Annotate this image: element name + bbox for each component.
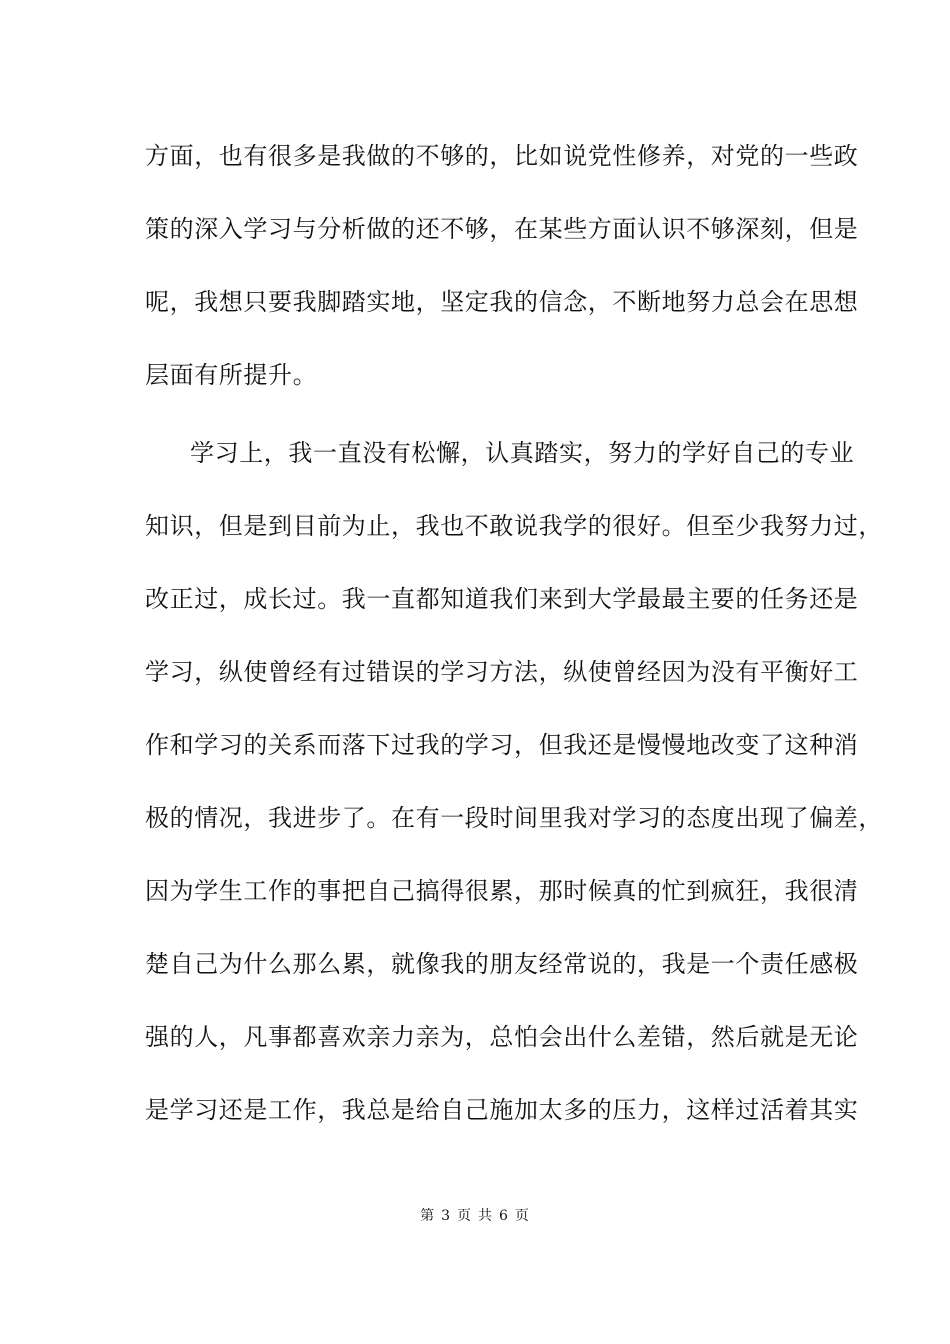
text-line: 因为学生工作的事把自己搞得很累，那时候真的忙到疯狂，我很清 xyxy=(145,877,859,905)
footer-page-word: 页 xyxy=(457,1208,472,1224)
text-line: 知识，但是到目前为止，我也不敢说我学的很好。但至少我努力过， xyxy=(145,512,883,540)
footer-suffix: 页 xyxy=(514,1208,530,1224)
text-line: 作和学习的关系而落下过我的学习，但我还是慢慢地改变了这种消 xyxy=(145,731,859,759)
footer-total-word: 共 xyxy=(478,1208,493,1224)
footer-total-pages: 6 xyxy=(499,1208,509,1224)
text-line: 层面有所提升。 xyxy=(145,361,318,389)
text-line: 楚自己为什么那么累，就像我的朋友经常说的，我是一个责任感极 xyxy=(145,950,859,978)
text-line: 是学习还是工作，我总是给自己施加太多的压力，这样过活着其实 xyxy=(145,1096,859,1124)
text-line: 学习，纵使曾经有过错误的学习方法，纵使曾经因为没有平衡好工 xyxy=(145,658,859,686)
footer-current-page: 3 xyxy=(441,1208,451,1224)
page-footer xyxy=(0,1207,950,1225)
text-line: 极的情况，我进步了。在有一段时间里我对学习的态度出现了偏差， xyxy=(145,804,883,832)
text-line: 改正过，成长过。我一直都知道我们来到大学最最主要的任务还是 xyxy=(145,585,859,613)
text-line: 策的深入学习与分析做的还不够，在某些方面认识不够深刻，但是 xyxy=(145,215,859,243)
text-line: 强的人，凡事都喜欢亲力亲为，总怕会出什么差错，然后就是无论 xyxy=(145,1023,859,1051)
text-line: 方面，也有很多是我做的不够的，比如说党性修养，对党的一些政 xyxy=(145,142,859,170)
text-line: 学习上，我一直没有松懈，认真踏实，努力的学好自己的专业 xyxy=(190,439,855,467)
footer-prefix: 第 xyxy=(420,1208,436,1224)
text-line: 呢，我想只要我脚踏实地，坚定我的信念，不断地努力总会在思想 xyxy=(145,288,859,316)
